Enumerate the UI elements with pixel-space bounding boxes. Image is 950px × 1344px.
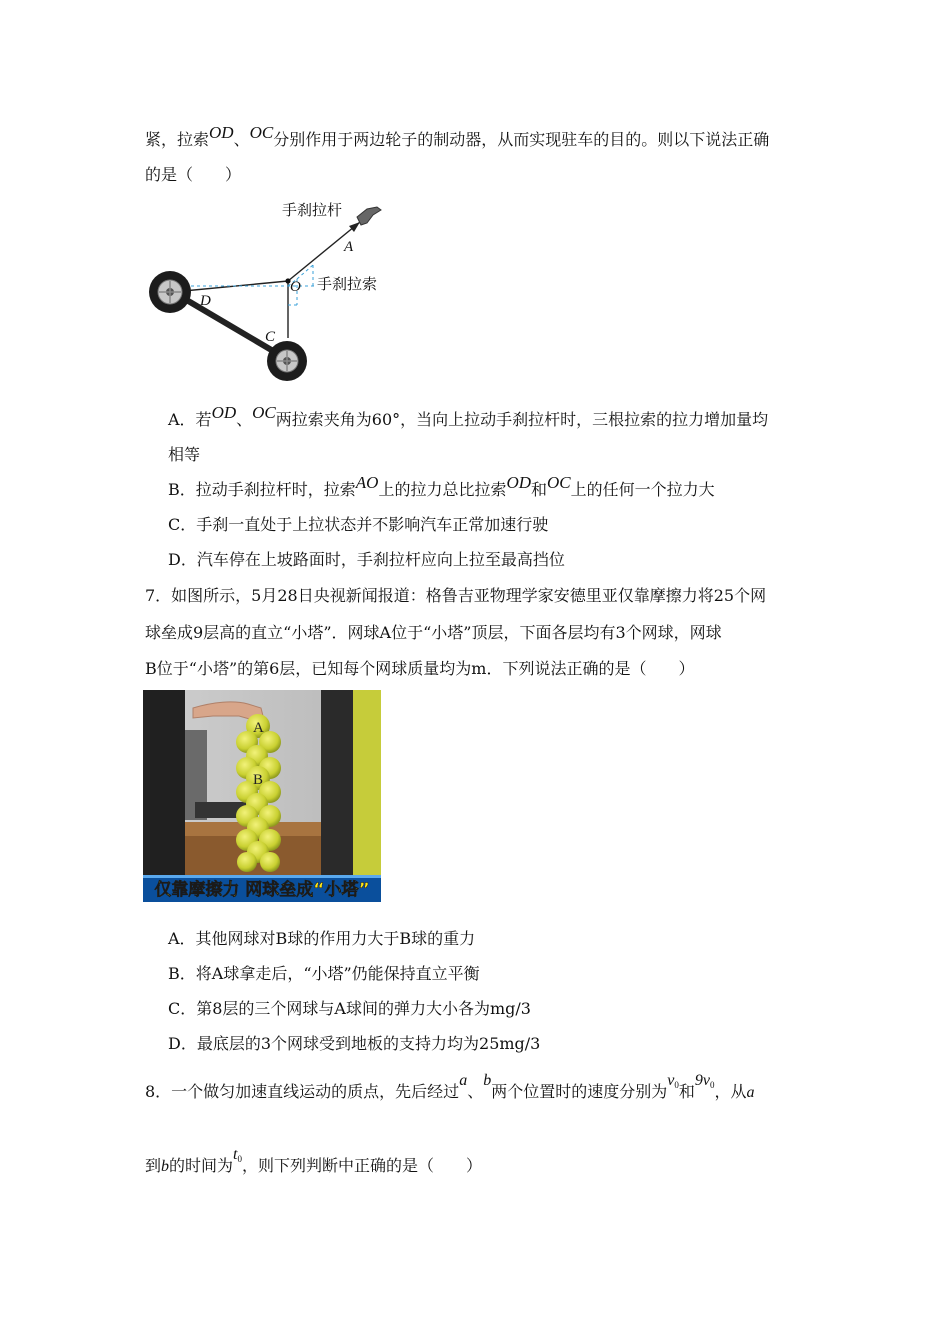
math-a: a [459, 1072, 468, 1089]
q7-stem-line3: B位于“小塔”的第6层，已知每个网球质量均为m．下列说法正确的是（ ） [145, 659, 695, 678]
label-point-o: O [290, 279, 301, 295]
label-handbrake-cable: 手刹拉索 [317, 275, 378, 293]
math-9v0: 9v0 [694, 1072, 715, 1090]
label-point-a: A [344, 239, 354, 255]
q7-option-c: C．第8层的三个网球与A球间的弹力大小各为mg/3 [168, 999, 531, 1018]
q6-option-d: D．汽车停在上坡路面时，手刹拉杆应向上拉至最高挡位 [168, 550, 565, 569]
label-point-d: D [200, 293, 211, 309]
handbrake-lever-icon [357, 207, 381, 225]
label-point-c: C [265, 329, 276, 345]
q7-stem-line1: 7．如图所示，5月28日央视新闻报道：格鲁吉亚物理学家安德里亚仅靠摩擦力将25个网 [145, 586, 767, 605]
math-t0: t0 [233, 1146, 242, 1164]
q7-stem-line2: 球垒成9层高的直立“小塔”．网球A位于“小塔”顶层，下面各层均有3个网球，网球 [145, 623, 722, 642]
math-od: OD [211, 403, 237, 422]
label-ball-a: A [253, 720, 264, 736]
wheel-icon [149, 271, 191, 313]
axle [173, 292, 285, 358]
label-handbrake-lever: 手刹拉杆 [282, 201, 343, 219]
q8-stem-line2: 到b的时间为t0，则下列判断中正确的是（ ） [145, 1146, 482, 1175]
math-oc: OC [547, 473, 571, 492]
math-oc: OC [249, 123, 274, 142]
q6-stem-line2: 的是（ ） [145, 165, 242, 184]
wheel-icon [267, 341, 307, 381]
q7-option-d: D．最底层的3个网球受到地板的支持力均为25mg/3 [168, 1034, 541, 1053]
q6-option-a-line2: 相等 [168, 445, 201, 464]
math-oc: OC [252, 403, 276, 422]
handbrake-diagram [145, 195, 395, 390]
math-b: b [483, 1072, 492, 1089]
label-ball-b: B [253, 772, 264, 788]
tennis-tower-photo [143, 690, 381, 902]
math-od: OD [209, 123, 234, 142]
q7-option-b: B．将A球拿走后，“小塔”仍能保持直立平衡 [168, 964, 480, 983]
q6-option-a: A．若OD、OC两拉索夹角为60°，当向上拉动手刹拉杆时，三根拉索的拉力增加量均 [168, 403, 769, 429]
q7-option-a: A．其他网球对B球的作用力大于B球的重力 [168, 929, 476, 948]
math-od: OD [506, 473, 532, 492]
photo-caption: 仅靠摩擦力 网球垒成“小塔” [154, 880, 370, 900]
math-v0: v0 [667, 1072, 679, 1090]
q6-stem-line1: 紧，拉索OD、OC分别作用于两边轮子的制动器，从而实现驻车的目的。则以下说法正确 [145, 123, 770, 149]
q6-option-c: C．手刹一直处于上拉状态并不影响汽车正常加速行驶 [168, 515, 549, 534]
q6-option-b: B．拉动手刹拉杆时，拉索AO上的拉力总比拉索OD和OC上的任何一个拉力大 [168, 473, 715, 499]
q8-stem-line1: 8．一个做匀加速直线运动的质点，先后经过a、b两个位置时的速度分别为v0和9v0，从a [145, 1072, 755, 1101]
math-ao: AO [355, 473, 379, 492]
